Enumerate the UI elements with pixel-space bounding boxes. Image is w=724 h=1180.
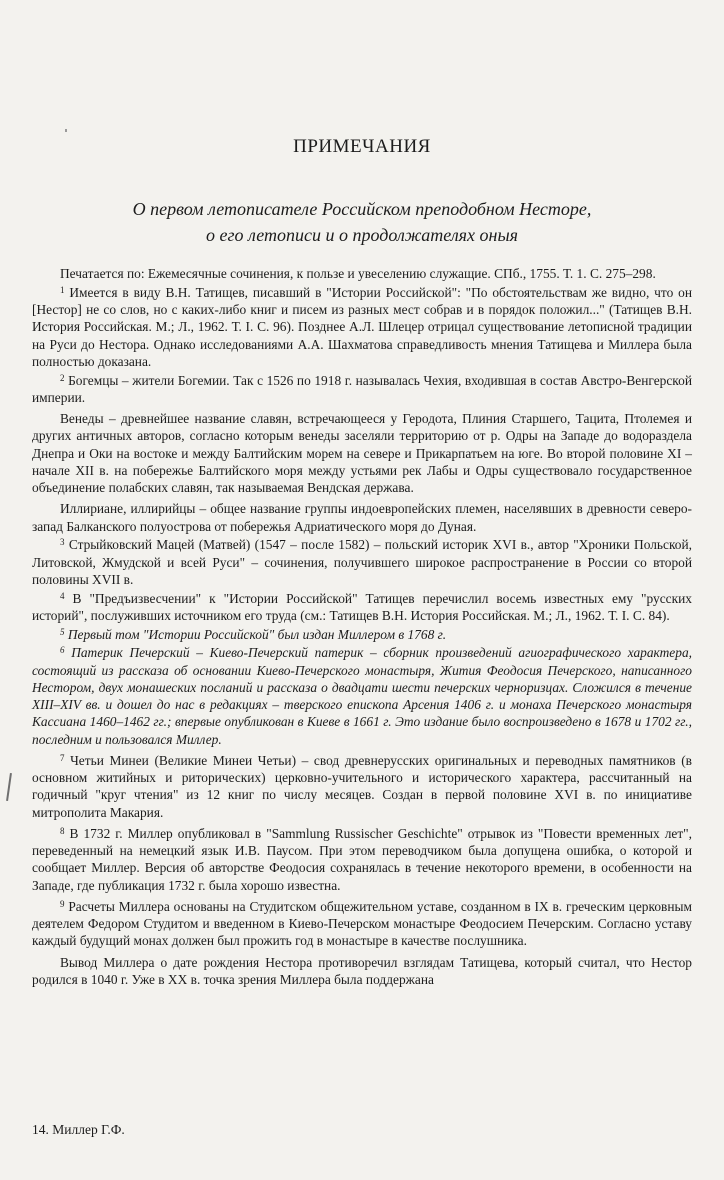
note-paragraph	[32, 825, 692, 894]
note-text: Первый том "Истории Российской" был издан Миллером в 1768 г.	[67, 626, 447, 642]
note-paragraph	[32, 284, 692, 370]
note-paragraph	[32, 954, 692, 989]
note-paragraph	[32, 372, 692, 407]
note-text: Иллириане, иллирийцы – общее название группы индоевропейских племен, населявших в древности северо-запад Балканского полуострова от побережья Адриатического моря до Дуная.	[32, 501, 692, 534]
note-text: Печатается по: Ежемесячные сочинения, к пользе и увеселению служащие. СПб., 1755. Т. 1. С. 275–298.	[60, 266, 656, 281]
note-text: В 1732 г. Миллер опубликовал в "Sammlung Russischer Geschichte" отрывок из "Повести временных лет", переведенный на немецкий язык И.В. Паусом. При этом переводчиком была допущена ошибка, о которой и сообщает Миллер. Версия об авторстве Феодосия сохранялась в течение некоторого времени, в особенности на Западе, где публикация 1732 г. была хорошо известна.	[32, 825, 692, 893]
scan-margin-mark	[6, 773, 12, 801]
notes-body	[32, 265, 692, 990]
note-paragraph	[32, 898, 692, 950]
section-subtitle	[0, 196, 724, 248]
note-paragraph	[32, 410, 692, 496]
note-number: 7	[60, 752, 65, 763]
note-number: 3	[60, 537, 65, 548]
note-number: 2	[60, 372, 65, 383]
note-text: Имеется в виду В.Н. Татищев, писавший в "Истории Российской": "По обстоятельствам же видно, что он [Нестор] не со слов, но с каких-либо книг и писем из разных мест собрав и в порядок положил..." (Татищев В.Н. История Российская. М.; Л., 1962. Т. I. С. 96). Позднее А.Л. Шлецер отрицал существование летописной традиции на Руси до Нестора. Однако исследованиями А.А. Шахматова справедливость мнения Татищева и Миллера была полностью доказана.	[32, 284, 692, 369]
note-number: 4	[60, 590, 65, 601]
subtitle-line: О первом летописателе Российском преподобном Несторе,	[132, 199, 592, 219]
subtitle-line: о его летописи и о продолжателях оныя	[205, 225, 519, 245]
note-paragraph	[32, 644, 692, 748]
note-paragraph	[32, 265, 692, 282]
note-paragraph	[32, 590, 692, 625]
note-number: 6	[60, 645, 65, 656]
note-number: 9	[60, 898, 65, 909]
note-text: Четьи Минеи (Великие Минеи Четьи) – свод древнерусских оригинальных и переводных памятников (в основном житийных и риторических) церковно-учительного и исторического характера, рассчитанный на годичный "круг чтения" из 12 книг по числу месяцев. Создан в первой половине XVI в. по инициативе митрополита Макария.	[32, 752, 692, 820]
note-text: Вывод Миллера о дате рождения Нестора противоречил взглядам Татищева, который считал, что Нестор родился в 1040 г. Уже в XX в. точка зрения Миллера была поддержана	[32, 954, 692, 987]
page-footer: 14. Миллер Г.Ф.	[32, 1122, 125, 1137]
note-paragraph	[32, 536, 692, 588]
note-number: 1	[60, 284, 65, 295]
scan-speck	[65, 129, 67, 132]
note-paragraph	[32, 752, 692, 821]
note-number: 5	[60, 626, 65, 637]
note-paragraph	[32, 626, 692, 643]
note-text: Богемцы – жители Богемии. Так с 1526 по 1918 г. называлась Чехия, входившая в состав Австро-Венгерской империи.	[32, 372, 692, 405]
note-number: 8	[60, 825, 65, 836]
note-text: Патерик Печерский – Киево-Печерский патерик – сборник произведений агиографического характера, состоящий из рассказа об основании Киево-Печерского монастыря, Жития Феодосия Печерского, написанного Нестором, двух монашеских посланий и рассказа о двадцати шести печерских черноризцах. Сложился в течение XIII–XIV вв. и дошел до нас в редакциях – тверского епископа Арсения 1406 г. и монаха Печерского монастыря Кассиана 1460–1462 гг.; впервые опубликован в Киеве в 1661 г. Это издание было воспроизведено в 1678 и 1702 гг., последним и пользовался Миллер.	[32, 645, 692, 747]
page-heading: ПРИМЕЧАНИЯ	[293, 136, 431, 157]
note-text: В "Предъизвесчении" к "Истории Российской" Татищев перечислил восемь известных ему "русских историй", послуживших источником его труда (см.: Татищев В.Н. История Российская. М.; Л., 1962. Т. I. С. 84).	[32, 590, 692, 623]
note-text: Венеды – древнейшее название славян, встречающееся у Геродота, Плиния Старшего, Тацита, Птолемея и других античных авторов, согласно которым венеды заселяли территорию от р. Одры на Западе до водораздела Днепра и Оки на востоке и между Балтийским морем на севере и Прикарпатьем на юге. Во второй половине XI – начале XII в. на побережье Балтийского моря между устьями рек Лабы и Одры существовало государственное объединение полабских славян, так называемая Вендская держава.	[32, 411, 692, 495]
note-text: Расчеты Миллера основаны на Студитском общежительном уставе, созданном в IX в. греческим церковным деятелем Федором Студитом и введенном в Киево-Печерском монастыре Феодосием Печерским. Согласно уставу каждый будущий монах должен был прожить год в монастыре в качестве послушника.	[32, 898, 692, 949]
note-paragraph	[32, 500, 692, 535]
note-text: Стрыйковский Мацей (Матвей) (1547 – после 1582) – польский историк XVI в., автор "Хроники Польской, Литовской, Жмудской и всей Руси" – сочинения, получившего широкое распространение в России со второй половины XVII в.	[32, 537, 692, 587]
